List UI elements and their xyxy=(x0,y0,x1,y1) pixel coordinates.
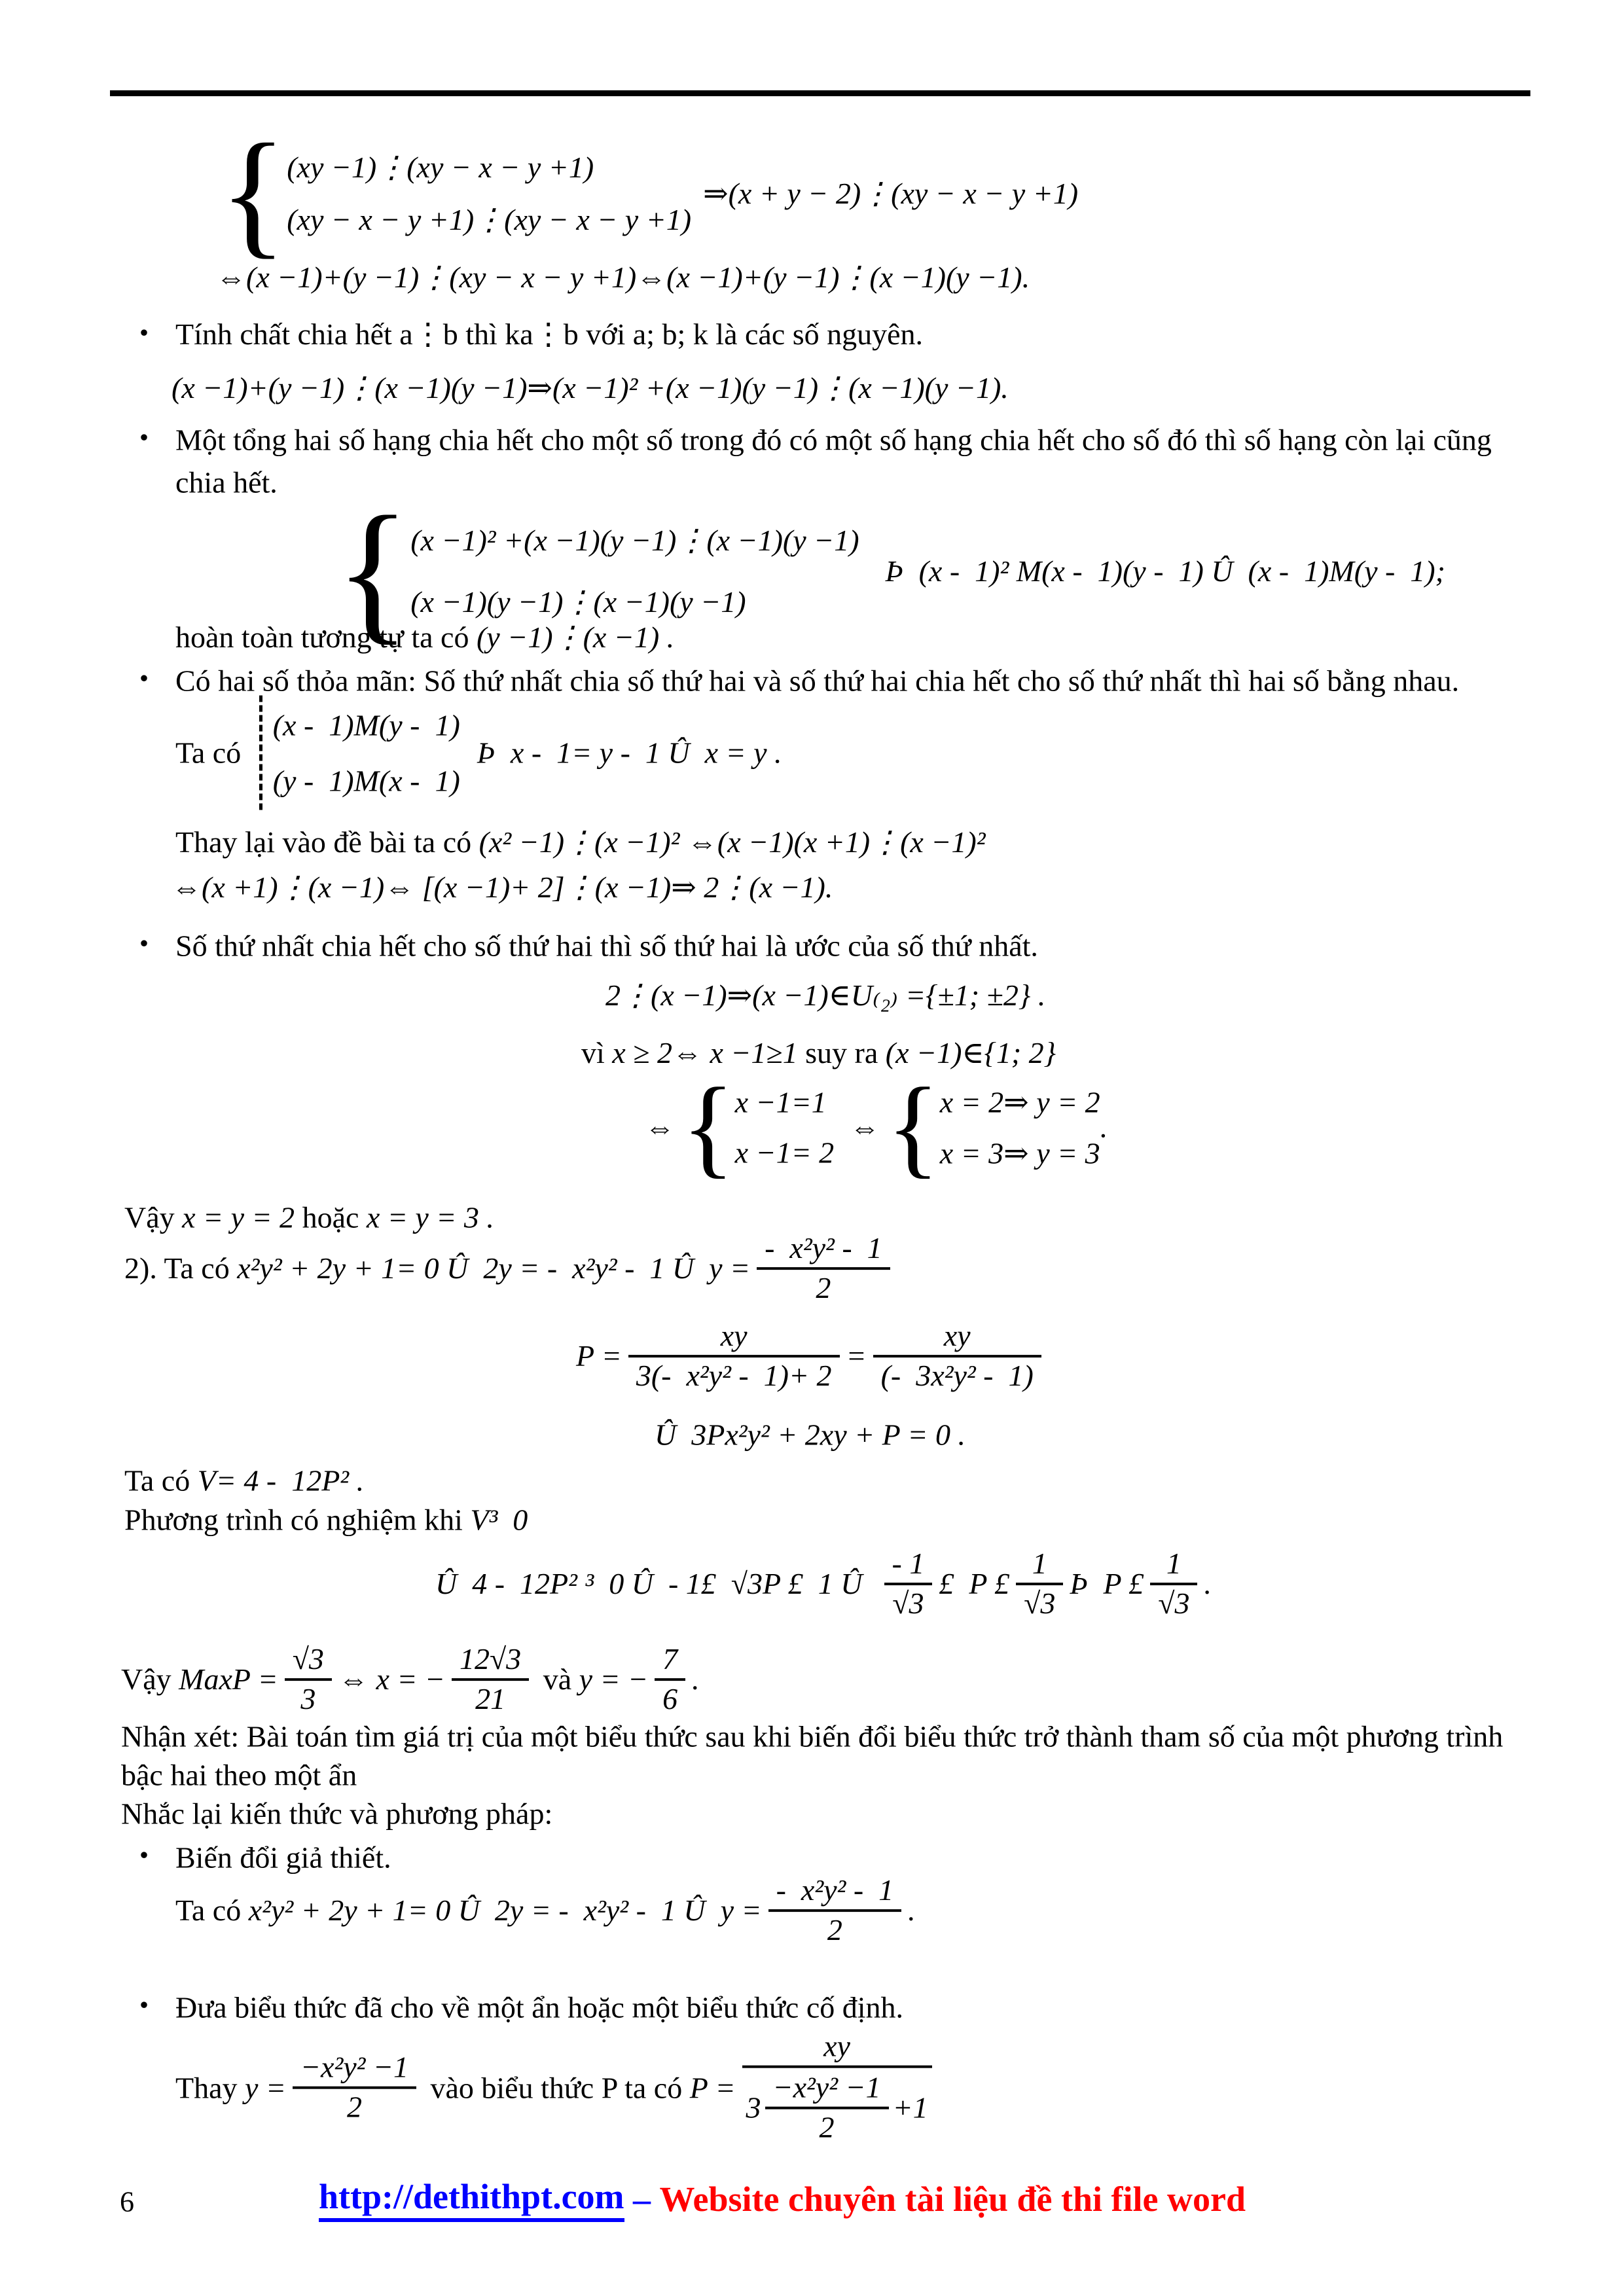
case-a2: x −1= 2 xyxy=(734,1136,835,1169)
fraction-denominator: (- 3x²y² - 1) xyxy=(880,1359,1034,1392)
bullet-3-text: Có hai số thỏa mãn: Số thứ nhất chia số thứ hai và số thứ hai chia hết cho số thứ nhất thì hai số bằng nhau. xyxy=(175,664,1460,698)
equation-inequality xyxy=(435,1545,1212,1623)
ineq-mid-1: £ P £ xyxy=(939,1567,1010,1601)
recall-heading: Nhắc lại kiến thức và phương pháp: xyxy=(121,1797,553,1831)
thay-y: y = xyxy=(245,2071,286,2105)
maxp-lhs: MaxP = xyxy=(179,1662,278,1696)
fraction-denominator: 2 xyxy=(346,2090,362,2124)
fraction-numerator: - 1 xyxy=(884,1545,933,1585)
line-ptnghiem xyxy=(124,1503,528,1537)
fraction xyxy=(884,1545,933,1623)
equation-sum: (x −1)+(y −1)⋮(x −1)(y −1)⇒(x −1)² +(x −1)(y −1)⋮(x −1)(y −1). xyxy=(171,371,1009,404)
equation-maxp xyxy=(121,1641,700,1718)
fraction-numerator: √3 xyxy=(285,1641,332,1681)
thay-prefix: Thay xyxy=(175,2071,245,2105)
line-similar xyxy=(175,619,674,655)
fraction-numerator: xy xyxy=(742,2028,932,2068)
fraction xyxy=(768,1872,902,1949)
equation-final-substitution xyxy=(175,2028,939,2148)
equation-part2-intro xyxy=(124,1230,897,1307)
vay1-prefix: Vậy xyxy=(124,1200,183,1234)
taco-line2: (y - 1)M(x - 1) xyxy=(272,764,460,797)
bullet-icon: • xyxy=(139,317,149,348)
bullet-icon: • xyxy=(139,422,149,452)
fraction-denominator: 2 xyxy=(819,2110,835,2144)
veq-math: V= 4 - 12P² . xyxy=(197,1463,365,1498)
fraction-denominator: 21 xyxy=(475,1682,506,1715)
left-brace: { xyxy=(219,114,287,271)
footer-dash: – xyxy=(624,2179,660,2219)
vay1-math1: x = y = 2 xyxy=(182,1200,295,1234)
den-coefficient: 3 xyxy=(746,2090,761,2125)
taco2-math: x²y² + 2y + 1= 0 Û 2y = - x²y² - 1 Û y = xyxy=(248,1893,762,1928)
vi-math2: (x −1)∈{1; 2} xyxy=(885,1036,1056,1069)
fraction xyxy=(655,1641,685,1718)
fraction xyxy=(628,1318,840,1395)
p2-prefix: 2). Ta có xyxy=(124,1251,238,1285)
veq-prefix: Ta có xyxy=(124,1463,198,1498)
fraction-numerator: xy xyxy=(873,1318,1041,1357)
peq-equals: = xyxy=(846,1339,867,1373)
bullet-icon: • xyxy=(139,1990,149,2020)
similar-math: (y −1)⋮(x −1) . xyxy=(476,620,675,654)
taco-arrow: Þ x - 1= y - 1 Û x = y . xyxy=(477,736,782,770)
fraction-denominator: 3(- x²y² - 1)+ 2 xyxy=(636,1359,832,1392)
fraction-numerator: 1 xyxy=(1150,1545,1197,1585)
line-vi xyxy=(581,1035,1056,1070)
p2-math: x²y² + 2y + 1= 0 Û 2y = - x²y² - 1 Û y = xyxy=(237,1251,751,1285)
nested-fraction xyxy=(765,2070,889,2147)
left-brace: { xyxy=(335,484,411,658)
fraction-numerator: - x²y² - 1 xyxy=(768,1872,902,1912)
similar-prefix: hoàn toàn tương tự ta có xyxy=(175,620,477,654)
taco-prefix: Ta có xyxy=(175,736,249,770)
equation-P xyxy=(576,1318,1048,1395)
vi-math1: x ≥ 2⇔ x −1≥1 xyxy=(612,1035,798,1069)
fraction xyxy=(293,2049,416,2126)
header-rule xyxy=(110,90,1530,96)
ineq-prefix: Û 4 - 12P² ³ 0 Û - 1£ √3P £ 1 Û xyxy=(435,1567,878,1601)
left-brace: { xyxy=(681,1065,735,1189)
equation-system-1 xyxy=(219,114,1079,271)
fraction-denominator: 6 xyxy=(662,1682,678,1715)
equation-iff-2: ⇔(x +1)⋮(x −1)⇔ [(x −1)+ 2]⋮(x −1)⇒ 2⋮(x −1). xyxy=(171,870,833,904)
vi-prefix: vì xyxy=(581,1035,613,1069)
maxp-period: . xyxy=(692,1662,700,1696)
fraction xyxy=(873,1318,1041,1395)
fraction-numerator: −x²y² −1 xyxy=(765,2070,889,2109)
thay-mid: vào biểu thức P ta có xyxy=(422,2071,690,2105)
bullet-2-text-line1: Một tổng hai số hạng chia hết cho một số trong đó có một số hạng chia hết cho số đó thì số hạng còn lại cũng xyxy=(175,423,1492,457)
system2-line1: (x −1)² +(x −1)(y −1)⋮(x −1)(y −1) xyxy=(410,524,859,557)
fraction-denominator: √3 xyxy=(1024,1587,1056,1620)
system1-line1: (xy −1)⋮(xy − x − y +1) xyxy=(287,151,594,184)
case-arrow-1: ⇔ xyxy=(645,1110,675,1144)
fraction-numerator: −x²y² −1 xyxy=(293,2049,416,2089)
fraction-denominator: √3 xyxy=(892,1587,924,1620)
case-period: . xyxy=(1100,1110,1108,1144)
thay-P: P = xyxy=(689,2071,736,2105)
case-b1: x = 2⇒ y = 2 xyxy=(939,1085,1100,1119)
vay1-mid: hoặc xyxy=(295,1200,367,1234)
bullet-2-text-line2: chia hết. xyxy=(175,465,278,499)
footer xyxy=(319,2176,1246,2222)
equation-uoc: 2⋮(x −1)⇒(x −1)∈U₍₂₎ ={±1; ±2} . xyxy=(605,978,1046,1012)
fraction-denominator: 2 xyxy=(827,1913,842,1946)
vi-mid: suy ra xyxy=(797,1035,886,1069)
case-arrow-2: ⇔ xyxy=(850,1110,880,1144)
bullet-icon: • xyxy=(139,663,149,693)
taco2-prefix: Ta có xyxy=(175,1893,249,1928)
thaylai-prefix: Thay lại vào đề bài ta có xyxy=(175,825,479,859)
fraction xyxy=(757,1230,890,1307)
line-V xyxy=(124,1463,364,1498)
bullet-icon: • xyxy=(139,928,149,958)
system1-line2: (xy − x − y +1)⋮(xy − x − y +1) xyxy=(287,203,692,236)
maxp-prefix: Vậy xyxy=(121,1662,179,1696)
peq-lhs: P = xyxy=(576,1339,622,1373)
system2-line2: (x −1)(y −1)⋮(x −1)(y −1) xyxy=(410,585,746,619)
case-b2: x = 3⇒ y = 3 xyxy=(939,1136,1100,1170)
fraction xyxy=(1150,1545,1197,1623)
fraction xyxy=(1016,1545,1063,1623)
ptnghiem-math: V³ 0 xyxy=(470,1503,528,1537)
system1-arrow: ⇒(x + y − 2)⋮(xy − x − y +1) xyxy=(703,177,1079,210)
fraction-numerator: 12√3 xyxy=(452,1641,529,1681)
fraction-denominator: 2 xyxy=(816,1271,831,1304)
thaylai-math: (x² −1)⋮(x −1)² ⇔(x −1)(x +1)⋮(x −1)² xyxy=(478,825,986,859)
equation-iff-1: ⇔(x −1)+(y −1)⋮(xy − x − y +1)⇔(x −1)+(y −1)⋮(x −1)(y −1). xyxy=(216,260,1030,294)
footer-link[interactable]: http://dethithpt.com xyxy=(319,2176,624,2222)
fraction xyxy=(452,1641,529,1718)
bullet-4-text: Số thứ nhất chia hết cho số thứ hai thì số thứ hai là ước của số thứ nhất. xyxy=(175,929,1038,963)
fraction-numerator: 7 xyxy=(655,1641,685,1681)
taco-line1: (x - 1)M(y - 1) xyxy=(272,708,460,742)
equation-taco-2 xyxy=(175,1872,916,1949)
comment-line1: Nhận xét: Bài toán tìm giá trị của một biểu thức sau khi biến đổi biểu thức trở thành tham số của một phương trình xyxy=(121,1719,1504,1753)
system2-arrow: Þ (x - 1)² M(x - 1)(y - 1) Û (x - 1)M(y - 1); xyxy=(885,554,1445,588)
equation-case-system xyxy=(645,1065,1108,1189)
bullet-5-text: Biến đổi giả thiết. xyxy=(175,1840,391,1874)
taco2-period: . xyxy=(908,1893,916,1928)
fraction-denominator: 3 xyxy=(300,1682,316,1715)
page-number: 6 xyxy=(120,2185,134,2218)
maxp-mid-3: y = − xyxy=(579,1662,649,1696)
fraction xyxy=(285,1641,332,1718)
bullet-icon: • xyxy=(139,1840,149,1870)
ptnghiem-prefix: Phương trình có nghiệm khi xyxy=(124,1503,471,1537)
fraction-denominator xyxy=(742,2068,932,2148)
bullet-6-text: Đưa biểu thức đã cho về một ẩn hoặc một biểu thức cố định. xyxy=(175,1990,904,2024)
ineq-mid-2: Þ P £ xyxy=(1070,1567,1144,1601)
footer-tagline: Website chuyên tài liệu đề thi file word xyxy=(659,2179,1246,2219)
big-fraction xyxy=(742,2028,932,2148)
case-a1: x −1=1 xyxy=(734,1085,827,1119)
maxp-mid-1: ⇔ x = − xyxy=(338,1662,445,1696)
ineq-period: . xyxy=(1204,1567,1212,1601)
bullet-1-text: Tính chất chia hết a⋮b thì ka⋮b với a; b; k là các số nguyên. xyxy=(175,317,924,351)
equation-taco-system xyxy=(175,696,782,810)
vay1-math2: x = y = 3 . xyxy=(366,1200,494,1234)
fraction-numerator: - x²y² - 1 xyxy=(757,1230,890,1270)
dashed-brace xyxy=(259,696,262,810)
comment-line2: bậc hai theo một ẩn xyxy=(121,1758,357,1792)
maxp-mid-2: và xyxy=(535,1662,579,1696)
equation-P-zero: Û 3Px²y² + 2xy + P = 0 . xyxy=(655,1418,965,1452)
fraction-numerator: 1 xyxy=(1016,1545,1063,1585)
den-tail: +1 xyxy=(892,2090,928,2125)
fraction-denominator: √3 xyxy=(1158,1587,1190,1620)
left-brace: { xyxy=(886,1065,940,1189)
line-thaylai xyxy=(175,824,986,859)
fraction-numerator: xy xyxy=(628,1318,840,1357)
